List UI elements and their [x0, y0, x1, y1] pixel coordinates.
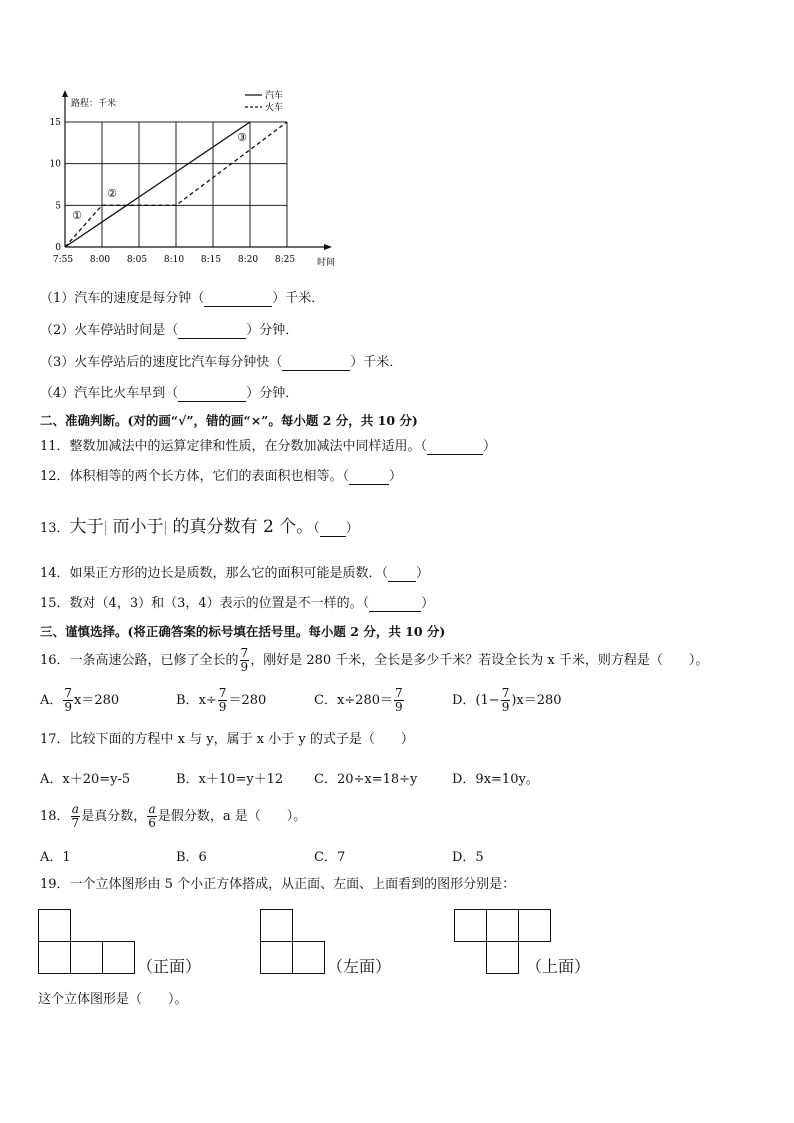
- q17-option-d[interactable]: D．9x=10y。: [452, 772, 539, 787]
- fraction: $\frac{7}{9}$: [240, 646, 249, 674]
- q18-option-c[interactable]: C．7: [314, 850, 346, 865]
- fill-question-1: （1）汽车的速度是每分钟（ ）千米．: [40, 291, 325, 306]
- answer-blank[interactable]: [178, 389, 246, 402]
- q16-option-a[interactable]: A． $\frac{7}{9}$ x＝280: [40, 686, 120, 714]
- view-square: [70, 941, 103, 974]
- q16-option-b[interactable]: B．x÷ $\frac{7}{9}$ ＝280: [176, 686, 267, 714]
- fraction: $\frac{7}{9}$: [218, 686, 227, 714]
- answer-blank[interactable]: [369, 599, 421, 612]
- view-square: [260, 941, 293, 974]
- answer-blank[interactable]: [427, 442, 483, 455]
- view-square: [260, 909, 293, 942]
- top-view-label: （上面）: [526, 957, 591, 976]
- fraction-mark: [165, 521, 172, 535]
- answer-blank[interactable]: [204, 294, 272, 307]
- choice-question-17: 17．比较下面的方程中 x 与 y，属于 x 小于 y 的式子是（ ）: [40, 732, 414, 747]
- y-axis-arrow: [62, 90, 68, 97]
- x-tick-label: 8:10: [163, 255, 185, 265]
- front-view-label: （正面）: [137, 957, 202, 976]
- x-tick-label: 8:05: [126, 255, 148, 265]
- judge-question-13: 13．大于 而小于 的真分数有 2 个。（ ）: [40, 517, 359, 537]
- view-square: [38, 909, 71, 942]
- distance-time-chart: [40, 82, 350, 272]
- x-tick-label: 8:25: [274, 255, 296, 265]
- judge-question-15: 15．数对（4，3）和（3，4）表示的位置是不一样的。（ ）: [40, 596, 435, 611]
- view-square: [454, 909, 487, 942]
- series-line-car: [65, 122, 250, 247]
- x-tick-label: 8:20: [237, 255, 259, 265]
- fraction: $\frac{7}{9}$: [64, 686, 73, 714]
- y-tick-label: 15: [49, 118, 61, 128]
- q17-option-a[interactable]: A．x＋20=y-5: [40, 772, 131, 787]
- question-19-answer-line: 这个立体图形是（ ）。: [38, 992, 188, 1007]
- y-tick-label: 0: [55, 243, 61, 253]
- answer-blank[interactable]: [349, 472, 389, 485]
- q16-option-c[interactable]: C．x÷280＝ $\frac{7}{9}$: [314, 686, 403, 714]
- answer-blank[interactable]: [178, 326, 246, 339]
- x-axis-label: 时间: [316, 258, 336, 268]
- answer-blank[interactable]: [320, 524, 346, 537]
- q18-option-b[interactable]: B．6: [176, 850, 207, 865]
- fraction: $\frac{7}{9}$: [395, 686, 403, 714]
- judge-question-11: 11．整数加减法中的运算定律和性质，在分数加减法中同样适用。（ ）: [40, 439, 497, 454]
- left-view-label: （左面）: [327, 957, 392, 976]
- q17-option-b[interactable]: B．x＋10=y＋12: [176, 772, 284, 787]
- legend-label: 火车: [265, 103, 284, 113]
- fraction-mark: [105, 521, 112, 535]
- x-tick-label: 8:00: [89, 255, 111, 265]
- x-axis-arrow: [324, 244, 332, 250]
- q17-option-c[interactable]: C．20÷x=18÷y: [314, 772, 418, 787]
- choice-question-18: 18． $\frac{a}{7}$ 是真分数， $\frac{a}{6}$ 是假分数，a 是（ ）。: [40, 802, 307, 830]
- y-tick-label: 10: [49, 159, 61, 170]
- y-axis-label: 路程：千米: [71, 99, 117, 109]
- view-square: [102, 941, 135, 974]
- x-tick-label: 8:15: [200, 255, 222, 265]
- segment-annotation: ①: [72, 209, 82, 222]
- q16-option-d[interactable]: D．(1− $\frac{7}{9}$ )x＝280: [452, 686, 562, 714]
- view-square: [38, 941, 71, 974]
- answer-blank[interactable]: [282, 358, 350, 371]
- answer-blank[interactable]: [388, 569, 416, 582]
- y-tick-label: 5: [55, 201, 61, 212]
- section-3-title: 三、谨慎选择。(将正确答案的标号填在括号里。每小题 2 分，共 10 分): [40, 624, 446, 639]
- judge-question-12: 12．体积相等的两个长方体，它们的表面积也相等。（ ）: [40, 469, 403, 484]
- fill-question-2: （2）火车停站时间是（ ）分钟．: [40, 323, 299, 338]
- legend-label: 汽车: [265, 91, 284, 101]
- view-square: [486, 909, 519, 942]
- fraction: $\frac{7}{9}$: [501, 686, 510, 714]
- segment-annotation: ②: [107, 187, 117, 200]
- q18-option-d[interactable]: D．5: [452, 850, 484, 865]
- view-square: [486, 941, 519, 974]
- x-tick-label: 7:55: [52, 255, 74, 265]
- segment-annotation: ③: [237, 131, 247, 144]
- fraction: $\frac{a}{6}$: [148, 802, 156, 830]
- judge-question-14: 14．如果正方形的边长是质数，那么它的面积可能是质数．（ ）: [40, 566, 430, 581]
- fill-question-4: （4）汽车比火车早到（ ）分钟．: [40, 386, 299, 401]
- fraction: $\frac{a}{7}$: [71, 802, 80, 830]
- fill-question-3: （3）火车停站后的速度比汽车每分钟快（ ）千米．: [40, 355, 403, 370]
- q18-option-a[interactable]: A．1: [40, 850, 71, 865]
- choice-question-16: 16．一条高速公路，已修了全长的 $\frac{7}{9}$ ，刚好是 280 千米，全长是多少千米？若设全长为 x 千米，则方程是（ ）。: [40, 646, 709, 674]
- section-2-title: 二、准确判断。(对的画“√”，错的画“×”。每小题 2 分，共 10 分): [40, 413, 418, 428]
- view-square: [518, 909, 551, 942]
- view-square: [292, 941, 325, 974]
- choice-question-19: 19．一个立体图形由 5 个小正方体搭成，从正面、左面、上面看到的图形分别是：: [40, 877, 516, 892]
